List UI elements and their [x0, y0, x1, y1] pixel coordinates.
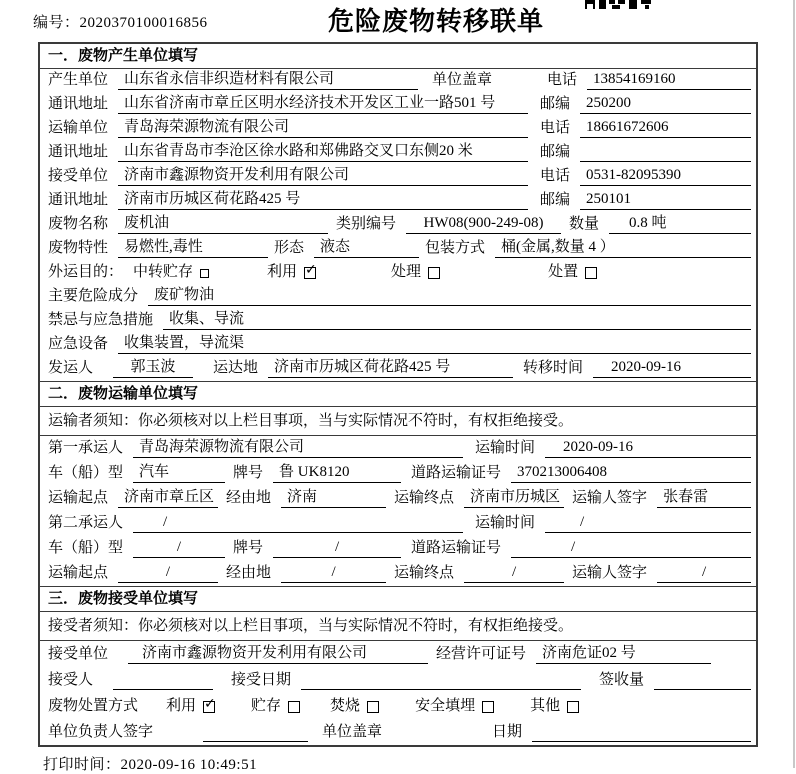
document-number-label: 编号： [33, 15, 80, 31]
checkbox-label: 处置 [548, 264, 579, 280]
field-label: 应急设备 [48, 336, 109, 352]
field-label: 发运人 [48, 360, 94, 376]
checkbox-label: 其他 [530, 698, 561, 714]
field-label: 转移时间 [523, 360, 584, 376]
field-label: 废物特性 [48, 240, 109, 256]
page-edge [793, 0, 795, 768]
field-label: 车（船）型 [48, 465, 124, 481]
form-row [40, 436, 756, 461]
field-value: 济南市鑫源物资开发利用有限公司 [118, 166, 528, 186]
field-value: 济南市历城区 [464, 488, 564, 508]
field-value: 收集、导流 [163, 310, 751, 330]
field-label: 电话 [547, 72, 578, 88]
checkbox-label: 利用 [267, 264, 298, 280]
field-label: 道路运输证号 [411, 465, 502, 481]
checkbox-label: 贮存 [251, 698, 282, 714]
print-timestamp [43, 753, 796, 774]
field-value: 青岛海荣源物流有限公司 [118, 118, 528, 138]
field-value: 250200 [580, 94, 751, 114]
checkbox-label: 安全填埋 [415, 698, 476, 714]
field-value: 山东省济南市章丘区明水经济技术开发区工业一路501 号 [118, 94, 528, 114]
field-value: 济南市鑫源物资开发利用有限公司 [128, 644, 428, 664]
document-number-value: 2020370100016856 [79, 15, 208, 31]
form-row [40, 357, 756, 381]
field-label: 禁忌与应急措施 [48, 312, 154, 328]
checkbox-field [548, 263, 597, 282]
field-label: 废物名称 [48, 216, 109, 232]
field-value: 济南 [281, 488, 386, 508]
field-label: 电话 [540, 168, 571, 184]
form-row [40, 641, 756, 667]
checkbox-empty-icon [428, 267, 440, 279]
field-value: 废矿物油 [148, 286, 751, 306]
field-value [654, 670, 751, 690]
field-value: 济南市历城区荷花路425 号 [268, 358, 513, 378]
print-time-label: 打印时间： [43, 757, 121, 773]
field-label: 车（船）型 [48, 540, 124, 556]
checkbox-label: 利用 [166, 698, 197, 714]
field-label: 通讯地址 [48, 96, 109, 112]
field-label: 第二承运人 [48, 515, 124, 531]
field-label: 邮编 [540, 192, 571, 208]
form-row [40, 667, 756, 693]
field-label: 主要危险成分 [48, 288, 139, 304]
checkbox-empty-icon [200, 269, 209, 278]
field-label: 第一承运人 [48, 440, 124, 456]
field-label: 日期 [492, 724, 523, 740]
field-label: 运输终点 [394, 565, 455, 581]
field-value [203, 722, 308, 742]
field-label: 邮编 [540, 144, 571, 160]
field-value: / [273, 538, 401, 558]
field-value: 370213006408 [511, 463, 751, 483]
field-value: 青岛海荣源物流有限公司 [133, 438, 463, 458]
section-title: 三．废物接受单位填写 [40, 587, 756, 612]
field-value: 液态 [314, 238, 419, 258]
section-notice: 运输者须知：你必须核对以上栏目事项，当与实际情况不符时，有权拒绝接受。 [40, 407, 756, 436]
field-value: 2020-09-16 [545, 438, 751, 458]
field-value: / [545, 513, 751, 533]
form-row [40, 285, 756, 309]
checkbox-empty-icon [482, 701, 494, 713]
checkbox-empty-icon [567, 701, 579, 713]
checkbox-field [267, 263, 316, 282]
check-mark-icon: ✓ [204, 696, 216, 712]
form-row [40, 536, 756, 561]
field-label: 牌号 [233, 540, 264, 556]
field-label: 形态 [274, 240, 305, 256]
print-time-value: 2020-09-16 10:49:51 [120, 757, 258, 773]
document-number [33, 11, 208, 32]
field-label: 邮编 [540, 96, 571, 112]
field-label: 运输人签字 [572, 490, 648, 506]
field-value: / [118, 563, 218, 583]
field-label: 电话 [540, 120, 571, 136]
field-label: 产生单位 [48, 72, 109, 88]
checkbox-label: 焚烧 [330, 698, 361, 714]
field-label: 运输起点 [48, 490, 109, 506]
field-label: 包装方式 [425, 240, 486, 256]
section-title: 二．废物运输单位填写 [40, 382, 756, 407]
form-row [40, 461, 756, 486]
field-label: 接受日期 [231, 672, 292, 688]
checkbox-checked-icon [304, 262, 317, 279]
field-label: 外运目的： [48, 264, 124, 280]
section-3 [40, 586, 756, 745]
field-value: 济南市章丘区 [118, 488, 218, 508]
field-label: 废物处置方式 [48, 698, 139, 714]
field-value: 18661672606 [580, 118, 751, 138]
section-notice: 接受者须知：你必须核对以上栏目事项，当与实际情况不符时，有权拒绝接受。 [40, 612, 756, 641]
checkbox-field [415, 697, 494, 716]
form-row [40, 69, 756, 93]
field-value: HW08(900-249-08) [406, 214, 561, 234]
field-label: 签收量 [599, 672, 645, 688]
form-row [40, 261, 756, 285]
field-value: / [464, 563, 564, 583]
field-label: 单位盖章 [432, 72, 493, 88]
check-mark-icon: ✓ [305, 262, 317, 278]
form-row [40, 693, 756, 719]
field-value: 2020-09-16 [593, 358, 751, 378]
field-label: 牌号 [233, 465, 264, 481]
field-label: 运达地 [213, 360, 259, 376]
manifest-form [38, 42, 758, 747]
form-row [40, 165, 756, 189]
field-value: 张春雷 [657, 488, 751, 508]
checkbox-field [133, 263, 209, 282]
form-row [40, 189, 756, 213]
checkbox-empty-icon [367, 701, 379, 713]
form-row [40, 561, 756, 586]
field-value: 鲁 UK8120 [273, 463, 401, 483]
field-value: 0.8 吨 [609, 214, 751, 234]
field-label: 接受人 [48, 672, 94, 688]
field-value: 0531-82095390 [580, 166, 751, 186]
section-title: 一．废物产生单位填写 [40, 44, 756, 69]
checkbox-label: 处理 [391, 264, 422, 280]
field-value [532, 722, 751, 742]
field-value: 郭玉波 [113, 358, 193, 378]
checkbox-field [330, 697, 379, 716]
field-value: / [133, 538, 225, 558]
field-value: / [511, 538, 751, 558]
field-label: 通讯地址 [48, 192, 109, 208]
field-value [580, 142, 751, 162]
form-row [40, 213, 756, 237]
section-1 [40, 44, 756, 381]
checkbox-field [530, 697, 579, 716]
checkbox-field [166, 697, 215, 716]
section-2 [40, 381, 756, 586]
document-title: 危险废物转移联单 [328, 7, 545, 36]
field-value: 山东省永信非织造材料有限公司 [118, 70, 418, 90]
field-value: 13854169160 [587, 70, 751, 90]
field-value: 汽车 [133, 463, 225, 483]
field-value: 废机油 [118, 214, 328, 234]
checkbox-empty-icon [585, 267, 597, 279]
field-label: 通讯地址 [48, 144, 109, 160]
field-label: 运输时间 [475, 515, 536, 531]
document-header [0, 0, 796, 42]
field-label: 类别编号 [336, 216, 397, 232]
checkbox-label: 中转贮存 [133, 264, 194, 280]
field-value: 济南危证02 号 [536, 644, 711, 664]
field-value: / [657, 563, 751, 583]
form-row [40, 511, 756, 536]
field-label: 运输时间 [475, 440, 536, 456]
field-label: 接受单位 [48, 646, 109, 662]
field-value [113, 670, 213, 690]
field-value: 济南市历城区荷花路425 号 [118, 190, 528, 210]
qr-code-fragment [585, 0, 651, 10]
form-row [40, 719, 756, 745]
field-label: 运输终点 [394, 490, 455, 506]
field-label: 运输单位 [48, 120, 109, 136]
field-label: 道路运输证号 [411, 540, 502, 556]
field-label: 数量 [569, 216, 600, 232]
field-label: 单位负责人签字 [48, 724, 154, 740]
field-value: 收集装置，导流渠 [118, 334, 751, 354]
checkbox-field [251, 697, 300, 716]
checkbox-empty-icon [288, 701, 300, 713]
field-value: / [133, 513, 463, 533]
field-label: 运输起点 [48, 565, 109, 581]
checkbox-field [391, 263, 440, 282]
field-label: 接受单位 [48, 168, 109, 184]
field-label: 经营许可证号 [436, 646, 527, 662]
form-row [40, 309, 756, 333]
field-value: 250101 [580, 190, 751, 210]
form-row [40, 117, 756, 141]
form-row [40, 93, 756, 117]
field-value [301, 670, 581, 690]
form-row [40, 237, 756, 261]
form-row [40, 486, 756, 511]
field-label: 经由地 [226, 565, 272, 581]
field-value: 山东省青岛市李沧区徐水路和郑佛路交叉口东侧20 米 [118, 142, 528, 162]
form-row [40, 141, 756, 165]
form-row [40, 333, 756, 357]
field-label: 单位盖章 [322, 724, 383, 740]
field-value: 桶(金属,数量 4 ） [495, 238, 751, 258]
field-value: 易燃性,毒性 [118, 238, 268, 258]
field-label: 经由地 [226, 490, 272, 506]
checkbox-checked-icon [203, 696, 216, 713]
field-label: 运输人签字 [572, 565, 648, 581]
field-value: / [281, 563, 386, 583]
